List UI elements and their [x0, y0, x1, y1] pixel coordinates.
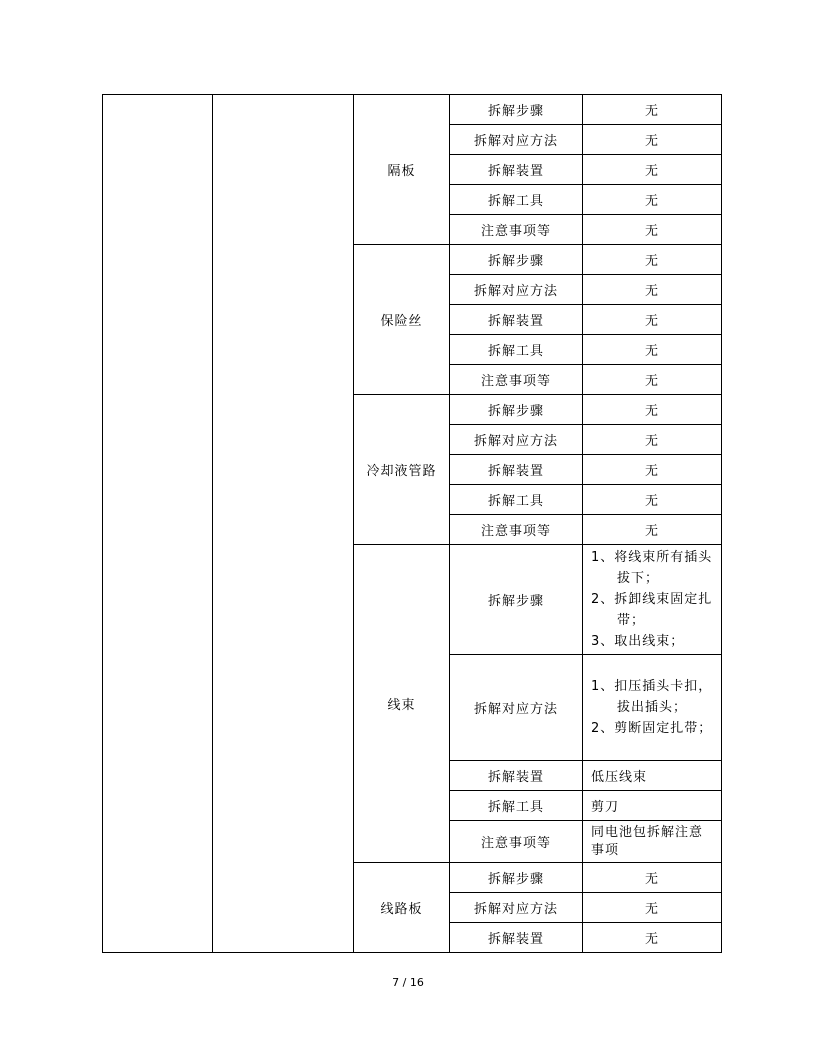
- steps-list: [583, 545, 721, 654]
- row-value: 无: [583, 185, 722, 215]
- blank-part-cell: [213, 95, 354, 953]
- steps-cell: [583, 545, 722, 655]
- row-label: 拆解对应方法: [450, 425, 583, 455]
- row-value: 低压线束: [583, 761, 722, 791]
- method-item: 1、扣压插头卡扣，拔出插头；: [591, 679, 713, 715]
- row-value: 无: [583, 215, 722, 245]
- row-label: 拆解步骤: [450, 95, 583, 125]
- row-value: 无: [583, 863, 722, 893]
- row-value: 无: [583, 515, 722, 545]
- component-name-cell: 线束: [354, 545, 450, 863]
- notes-text: 同电池包拆解注意事项: [591, 824, 704, 858]
- row-label: 注意事项等: [450, 365, 583, 395]
- row-label: 拆解工具: [450, 185, 583, 215]
- row-label: 拆解对应方法: [450, 893, 583, 923]
- row-value: 无: [583, 455, 722, 485]
- row-label: 注意事项等: [450, 515, 583, 545]
- row-value: [583, 821, 722, 863]
- row-label: 拆解步骤: [450, 545, 583, 655]
- row-value: 无: [583, 893, 722, 923]
- row-value: 无: [583, 365, 722, 395]
- component-name-cell: 线路板: [354, 863, 450, 953]
- methods-list: [583, 674, 721, 741]
- row-value: 无: [583, 425, 722, 455]
- step-item: 1、将线束所有插头拔下；: [591, 550, 713, 586]
- row-label: 拆解步骤: [450, 245, 583, 275]
- row-value: 无: [583, 305, 722, 335]
- row-label: 注意事项等: [450, 215, 583, 245]
- step-item: 3、取出线束；: [591, 634, 685, 649]
- blank-category-cell: [103, 95, 213, 953]
- row-value: 无: [583, 923, 722, 953]
- table-row: [103, 95, 722, 125]
- row-label: 拆解装置: [450, 923, 583, 953]
- methods-cell: [583, 655, 722, 761]
- row-label: 拆解工具: [450, 335, 583, 365]
- row-value: 无: [583, 485, 722, 515]
- row-label: 注意事项等: [450, 821, 583, 863]
- component-name-cell: 保险丝: [354, 245, 450, 395]
- page-number: 7 / 16: [392, 976, 424, 989]
- step-item: 2、拆卸线束固定扎带；: [591, 592, 713, 628]
- row-label: 拆解对应方法: [450, 275, 583, 305]
- component-name-cell: 隔板: [354, 95, 450, 245]
- row-value: 无: [583, 275, 722, 305]
- row-value: 无: [583, 95, 722, 125]
- disassembly-table: [102, 94, 722, 953]
- row-label: 拆解装置: [450, 155, 583, 185]
- row-label: 拆解装置: [450, 455, 583, 485]
- row-value: 无: [583, 395, 722, 425]
- row-value: 无: [583, 125, 722, 155]
- row-value: 无: [583, 335, 722, 365]
- row-label: 拆解装置: [450, 305, 583, 335]
- row-value: 剪刀: [583, 791, 722, 821]
- row-label: 拆解对应方法: [450, 125, 583, 155]
- row-label: 拆解工具: [450, 485, 583, 515]
- row-label: 拆解工具: [450, 791, 583, 821]
- row-value: 无: [583, 155, 722, 185]
- row-label: 拆解装置: [450, 761, 583, 791]
- method-item: 2、剪断固定扎带；: [591, 721, 713, 736]
- component-name-cell: 冷却液管路: [354, 395, 450, 545]
- row-label: 拆解步骤: [450, 863, 583, 893]
- row-label: 拆解步骤: [450, 395, 583, 425]
- row-label: 拆解对应方法: [450, 655, 583, 761]
- row-value: 无: [583, 245, 722, 275]
